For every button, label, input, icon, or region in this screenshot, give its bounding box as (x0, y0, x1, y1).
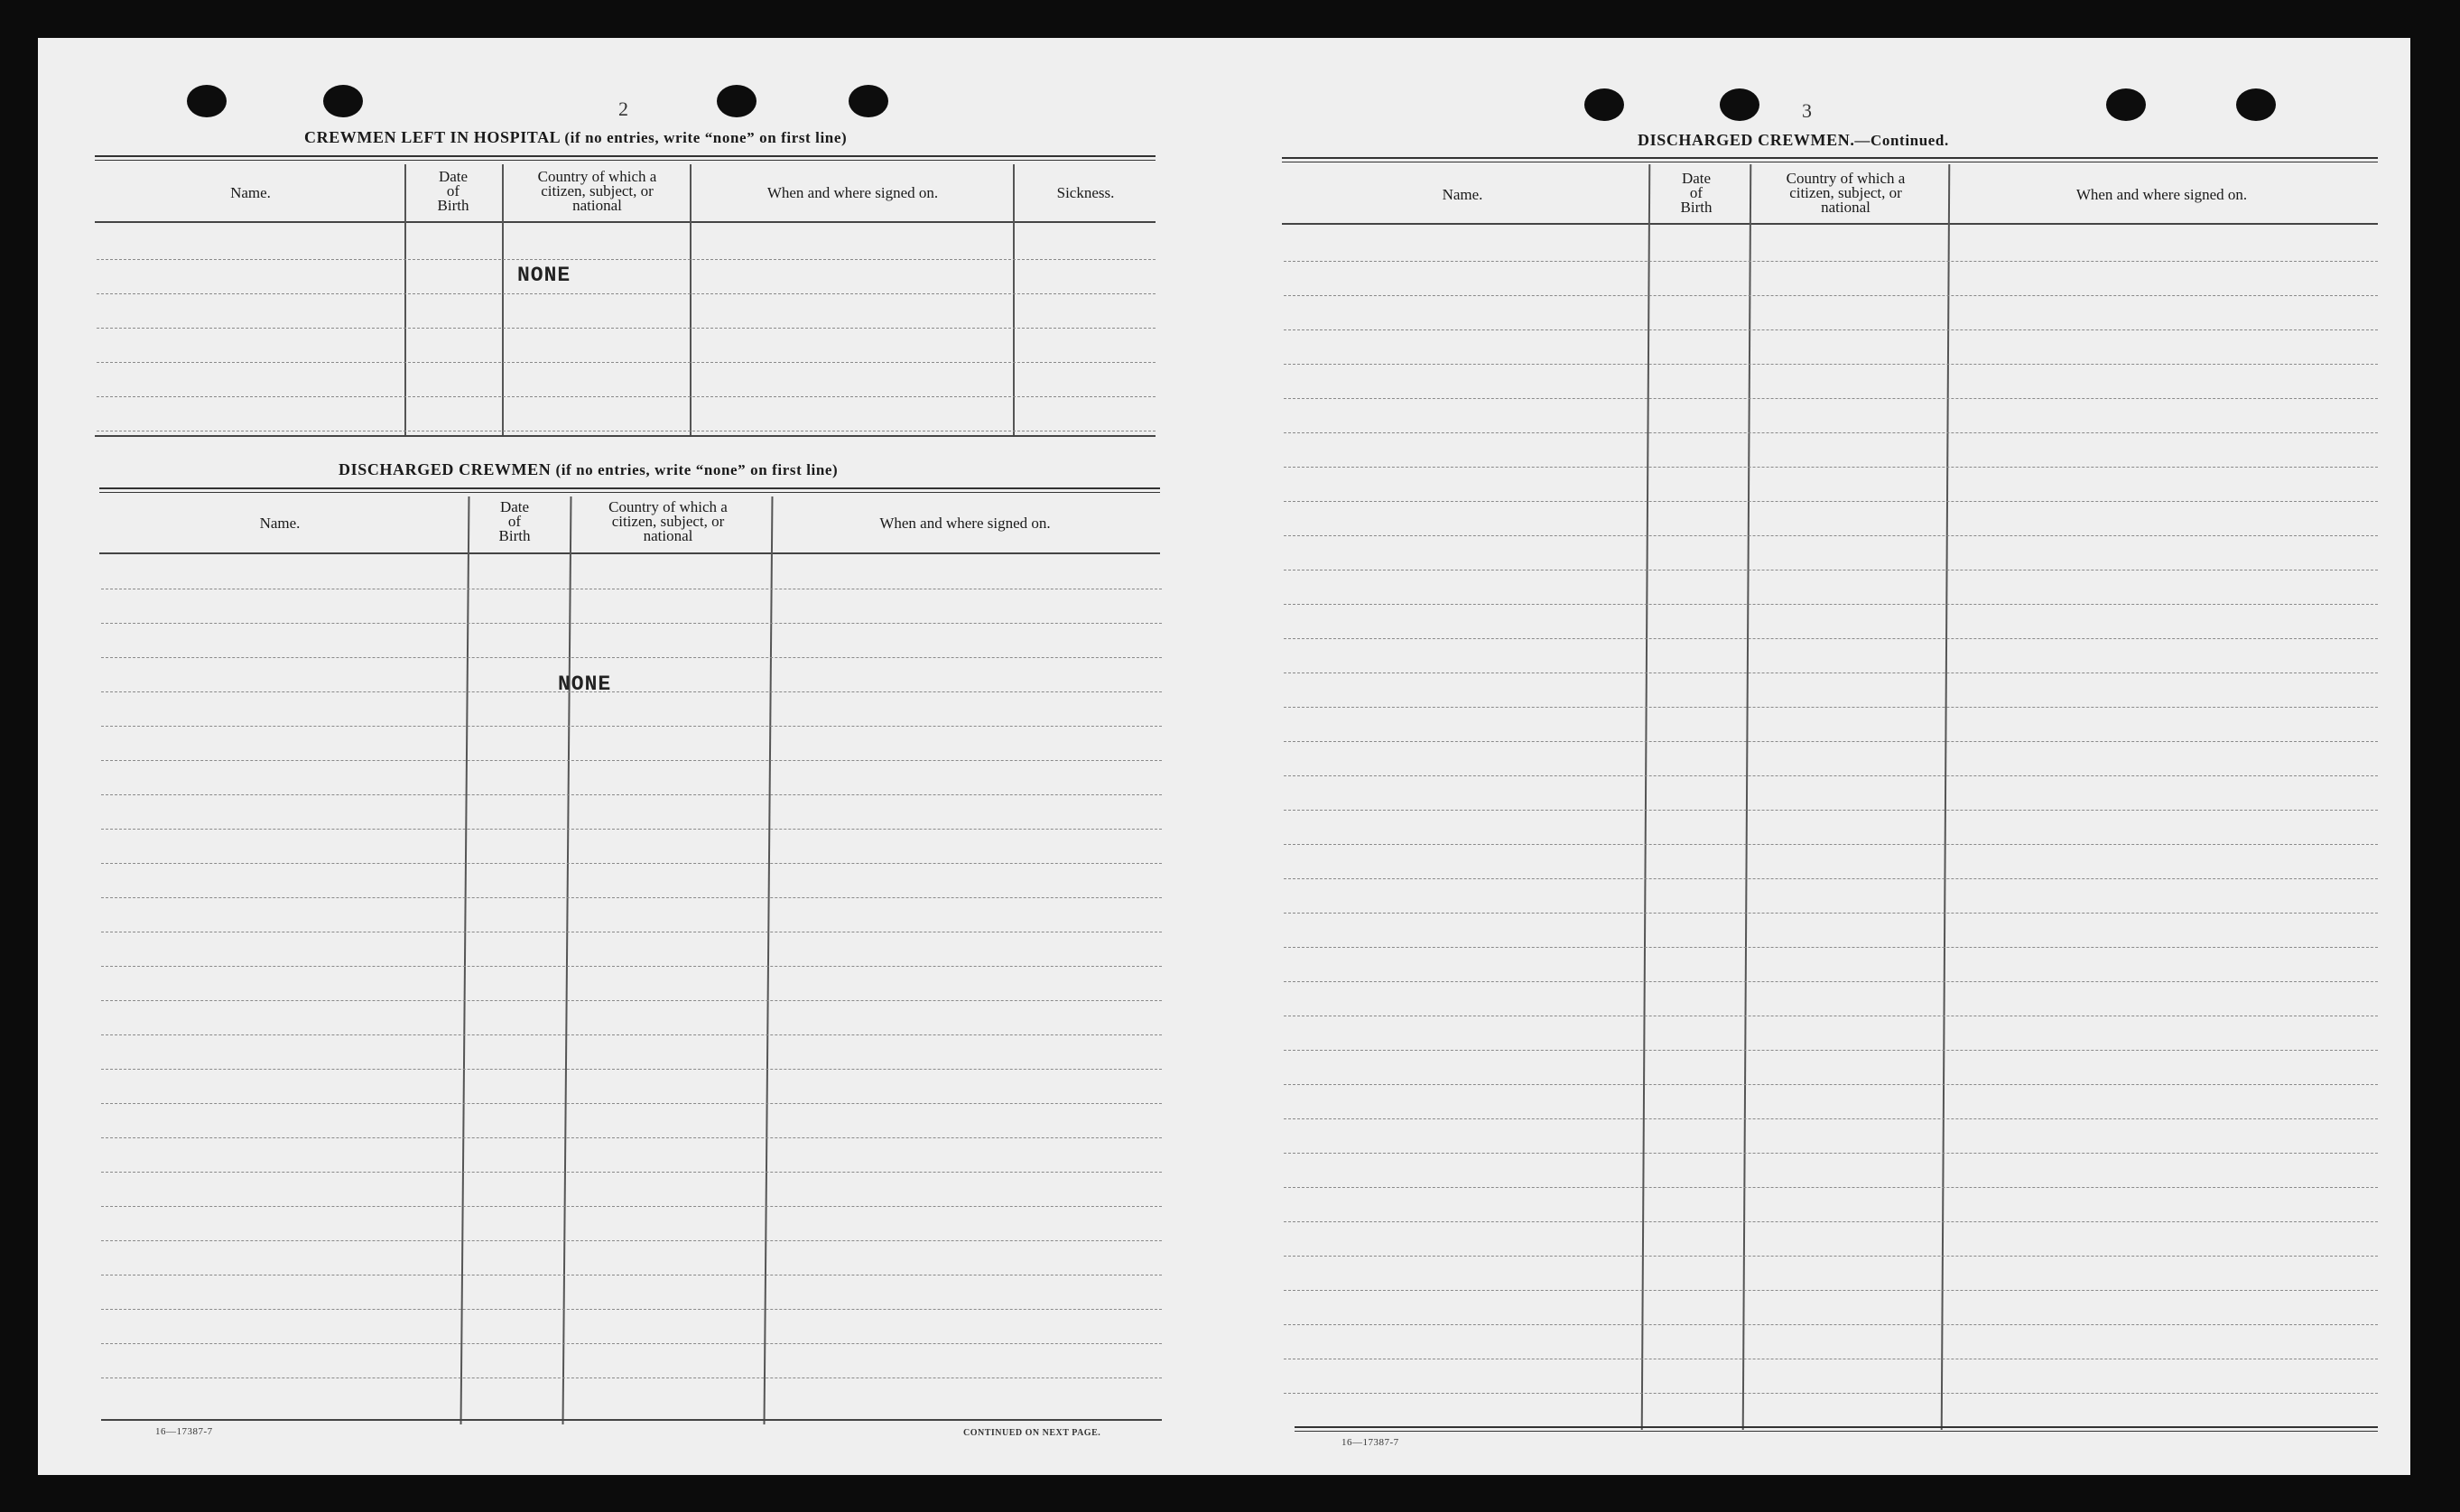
entry-line (1284, 810, 2378, 811)
entry-line (1284, 1324, 2378, 1325)
punch-hole (849, 85, 888, 117)
discharged-top-rule (99, 487, 1160, 493)
entry-line (1284, 981, 2378, 982)
entry-line (1284, 878, 2378, 879)
hospital-col-signed: When and where signed on. (766, 184, 939, 201)
entry-line (101, 1377, 1162, 1378)
entry-line (1284, 1118, 2378, 1119)
discharged-divider (562, 496, 572, 1424)
hospital-top-rule (95, 155, 1156, 161)
hospital-section-title (304, 128, 847, 147)
hospital-divider (502, 164, 504, 435)
entry-line (1284, 947, 2378, 948)
continued-section-title (1638, 131, 1949, 150)
entry-line (1284, 1290, 2378, 1291)
punch-hole (187, 85, 227, 117)
discharged-none-stamp: NONE (558, 673, 612, 696)
discharged-divider (764, 496, 774, 1424)
hospital-title-note: (if no entries, write “none” on first line) (564, 129, 848, 146)
form-number: 16—17387-7 (1341, 1437, 1399, 1448)
entry-line (101, 1343, 1162, 1344)
punch-hole (2106, 88, 2146, 121)
entry-line (97, 293, 1156, 294)
entry-line (101, 1240, 1162, 1241)
right-divider (1742, 164, 1752, 1430)
entry-line (97, 362, 1156, 363)
entry-line (1284, 501, 2378, 502)
right-col-dob: Date of Birth (1680, 170, 1713, 216)
punch-hole (1584, 88, 1624, 121)
continued-title-note: —Continued. (1854, 132, 1949, 149)
entry-line (101, 1172, 1162, 1173)
entry-line (1284, 775, 2378, 776)
entry-line (1284, 1221, 2378, 1222)
hospital-divider (690, 164, 692, 435)
right-top-rule (1282, 157, 2378, 162)
entry-line (1284, 1187, 2378, 1188)
right-col-name: Name. (1442, 186, 1483, 203)
discharged-col-dob: Date of Birth (498, 498, 531, 544)
entry-line (101, 1309, 1162, 1310)
entry-line (1284, 707, 2378, 708)
right-bottom-rule (1295, 1426, 2378, 1432)
entry-line (1284, 913, 2378, 914)
continued-title-main: DISCHARGED CREWMEN. (1638, 131, 1855, 149)
entry-line (101, 794, 1162, 795)
discharged-divider (460, 496, 470, 1424)
right-header-rule (1282, 223, 2378, 225)
entry-line (97, 328, 1156, 329)
entry-line (1284, 1084, 2378, 1085)
discharged-title-main: DISCHARGED CREWMEN (339, 460, 552, 478)
form-number: 16—17387-7 (155, 1426, 213, 1437)
entry-line (101, 1034, 1162, 1035)
hospital-bottom-rule (95, 435, 1156, 437)
discharged-bottom-rule (101, 1419, 1162, 1421)
entry-line (1284, 295, 2378, 296)
entry-line (101, 829, 1162, 830)
entry-line (1284, 1256, 2378, 1257)
entry-line (101, 623, 1162, 624)
entry-line (101, 691, 1162, 692)
entry-line (101, 1206, 1162, 1207)
punch-hole (2236, 88, 2276, 121)
right-divider (1641, 164, 1651, 1430)
hospital-title-main: CREWMEN LEFT IN HOSPITAL (304, 128, 561, 146)
page-number: 3 (1802, 99, 1812, 122)
punch-hole (1720, 88, 1759, 121)
entry-line (1284, 1050, 2378, 1051)
entry-line (1284, 1393, 2378, 1394)
hospital-none-stamp: NONE (517, 264, 571, 287)
entry-line (101, 897, 1162, 898)
entry-line (97, 396, 1156, 397)
entry-line (1284, 364, 2378, 365)
entry-line (101, 726, 1162, 727)
entry-line (101, 1069, 1162, 1070)
entry-line (1284, 467, 2378, 468)
entry-line (1284, 329, 2378, 330)
hospital-divider (404, 164, 406, 435)
entry-line (1284, 1153, 2378, 1154)
entry-line (1284, 398, 2378, 399)
entry-line (101, 1000, 1162, 1001)
entry-line (97, 259, 1156, 260)
entry-line (1284, 261, 2378, 262)
entry-line (1284, 604, 2378, 605)
punch-hole (717, 85, 757, 117)
entry-line (101, 760, 1162, 761)
entry-line (1284, 844, 2378, 845)
entry-line (1284, 432, 2378, 433)
punch-hole (323, 85, 363, 117)
hospital-divider (1013, 164, 1015, 435)
continued-note: CONTINUED ON NEXT PAGE. (963, 1428, 1101, 1438)
discharged-col-name: Name. (259, 515, 301, 532)
right-divider (1941, 164, 1951, 1430)
entry-line (101, 966, 1162, 967)
hospital-col-dob: Date of Birth (437, 168, 469, 214)
document-sheet (38, 38, 2410, 1475)
discharged-header-rule (99, 552, 1160, 554)
entry-line (1284, 535, 2378, 536)
discharged-col-country: Country of which a citizen, subject, or national (608, 498, 728, 544)
discharged-section-title (339, 460, 838, 479)
discharged-title-note: (if no entries, write “none” on first line) (555, 461, 839, 478)
hospital-col-sickness: Sickness. (1056, 184, 1115, 201)
hospital-header-rule (95, 221, 1156, 223)
entry-line (1284, 638, 2378, 639)
entry-line (101, 863, 1162, 864)
discharged-col-signed: When and where signed on. (879, 515, 1051, 532)
entry-line (101, 1137, 1162, 1138)
entry-line (101, 657, 1162, 658)
hospital-col-name: Name. (230, 184, 271, 201)
entry-line (101, 1103, 1162, 1104)
page-number: 2 (618, 97, 628, 120)
right-col-country: Country of which a citizen, subject, or national (1786, 170, 1906, 216)
right-col-signed: When and where signed on. (2075, 186, 2248, 203)
hospital-col-country: Country of which a citizen, subject, or national (537, 168, 657, 214)
entry-line (1284, 741, 2378, 742)
